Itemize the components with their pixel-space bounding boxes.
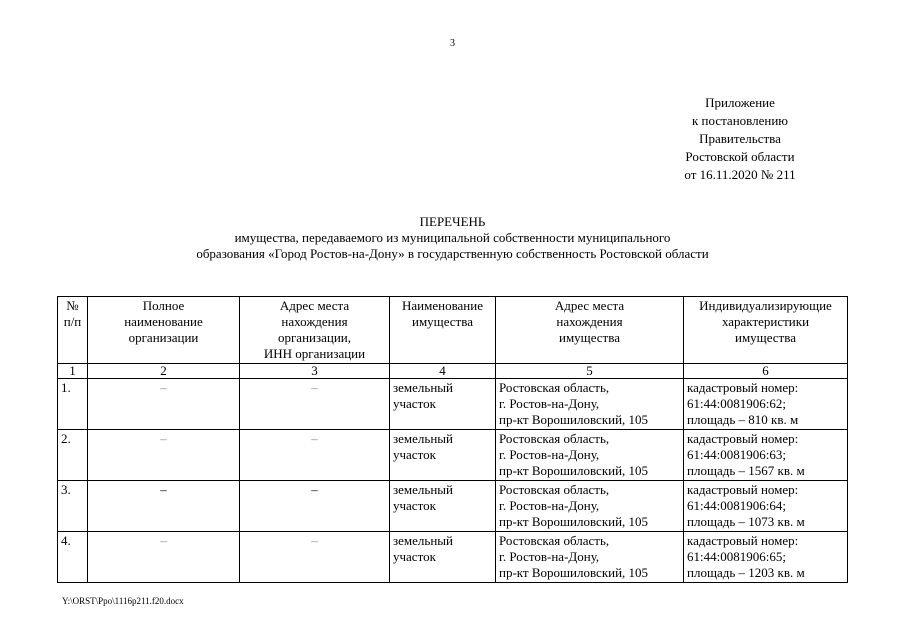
org-name-dash: – [160,482,167,497]
characteristics-cell [684,379,848,430]
footer-file-path: Y:\ORST\Ppo\1116p211.f20.docx [62,596,184,606]
property-address-cell [496,430,684,481]
header-cell-number [58,297,88,364]
title-line: имущества, передаваемого из муниципальной собственности муниципального [234,230,671,245]
header-line: наименование [124,314,203,329]
header-cell-org-address [240,297,390,364]
characteristics-line: кадастровый номер: [687,380,799,395]
column-number-cell: 2 [88,364,240,379]
org-name-cell [88,379,240,430]
property-table [57,296,848,583]
table-row [58,430,848,481]
header-line: нахождения [281,314,348,329]
column-number-cell: 3 [240,364,390,379]
org-address-dash: – [311,380,318,395]
org-address-cell [240,379,390,430]
header-line: организации [128,330,199,345]
page-number: 3 [450,38,455,49]
characteristics-line: кадастровый номер: [687,533,799,548]
row-number: 3. [58,481,88,532]
header-line: характеристики [721,314,810,329]
column-number-cell: 4 [390,364,496,379]
org-name-dash: – [160,533,167,548]
property-address-line: пр-кт Ворошиловский, 105 [499,412,649,427]
characteristics-line: кадастровый номер: [687,482,799,497]
property-name-line: участок [393,498,436,513]
property-address-line: Ростовская область, [499,431,610,446]
header-line: имущества [559,330,620,345]
table-row [58,481,848,532]
characteristics-line: 61:44:0081906:63; [687,447,786,462]
property-address-line: Ростовская область, [499,533,610,548]
header-line: организации, [277,330,352,345]
appendix-line: Правительства [699,131,781,146]
column-number-cell: 1 [58,364,88,379]
header-cell-property-name [390,297,496,364]
header-line: нахождения [556,314,623,329]
property-name-line: участок [393,396,436,411]
characteristics-line: площадь – 810 кв. м [687,412,799,427]
org-name-cell [88,532,240,583]
property-address-cell [496,532,684,583]
row-number: 1. [58,379,88,430]
appendix-line: к постановлению [691,113,789,128]
org-address-dash: – [311,482,318,497]
column-number-row [58,364,848,379]
table-row [58,379,848,430]
column-number-cell: 6 [684,364,848,379]
header-line: ИНН организации [263,346,366,361]
property-address-line: г. Ростов-на-Дону, [499,396,600,411]
characteristics-line: 61:44:0081906:62; [687,396,786,411]
property-name-cell [390,481,496,532]
org-address-cell [240,430,390,481]
property-name-line: земельный [393,380,453,395]
property-address-line: Ростовская область, [499,482,610,497]
header-line: п/п [63,314,82,329]
property-name-line: земельный [393,533,453,548]
org-address-cell [240,532,390,583]
org-address-cell [240,481,390,532]
property-name-line: участок [393,447,436,462]
characteristics-cell [684,532,848,583]
org-name-dash: – [160,431,167,446]
characteristics-cell [684,430,848,481]
header-line: № [66,298,79,313]
title-line: образования «Город Ростов-на-Дону» в государственную собственность Ростовской области [196,246,709,261]
characteristics-line: площадь – 1073 кв. м [687,514,805,529]
table-row [58,532,848,583]
appendix-line: Приложение [705,95,775,110]
characteristics-cell [684,481,848,532]
property-address-cell [496,379,684,430]
header-line: Адрес места [554,298,625,313]
property-address-line: Ростовская область, [499,380,610,395]
property-address-line: пр-кт Ворошиловский, 105 [499,463,649,478]
property-address-line: г. Ростов-на-Дону, [499,549,600,564]
title-heading: ПЕРЕЧЕНЬ [419,214,486,229]
org-name-cell [88,481,240,532]
org-address-dash: – [311,431,318,446]
property-name-line: земельный [393,482,453,497]
column-number-cell: 5 [496,364,684,379]
header-cell-org-name [88,297,240,364]
appendix-line: Ростовской области [685,149,795,164]
row-number: 4. [58,532,88,583]
org-name-dash: – [160,380,167,395]
org-address-dash: – [311,533,318,548]
appendix-line: от 16.11.2020 № 211 [684,167,796,182]
property-name-line: земельный [393,431,453,446]
document-title [0,214,905,262]
property-address-line: г. Ростов-на-Дону, [499,447,600,462]
org-name-cell [88,430,240,481]
header-cell-property-address [496,297,684,364]
property-address-line: пр-кт Ворошиловский, 105 [499,514,649,529]
header-line: Адрес места [279,298,350,313]
property-address-cell [496,481,684,532]
property-address-line: пр-кт Ворошиловский, 105 [499,565,649,580]
property-address-line: г. Ростов-на-Дону, [499,498,600,513]
property-name-cell [390,379,496,430]
header-line: Наименование [402,298,483,313]
characteristics-line: 61:44:0081906:65; [687,549,786,564]
characteristics-line: площадь – 1567 кв. м [687,463,805,478]
header-cell-characteristics [684,297,848,364]
appendix-block [660,94,820,184]
property-name-cell [390,532,496,583]
header-line: Полное [142,298,185,313]
row-number: 2. [58,430,88,481]
property-name-cell [390,430,496,481]
header-line: имущества [412,314,473,329]
header-line: Индивидуализирующие [699,298,832,313]
characteristics-line: кадастровый номер: [687,431,799,446]
property-name-line: участок [393,549,436,564]
characteristics-line: площадь – 1203 кв. м [687,565,805,580]
characteristics-line: 61:44:0081906:64; [687,498,786,513]
header-line: имущества [735,330,796,345]
table-header-row [58,297,848,364]
